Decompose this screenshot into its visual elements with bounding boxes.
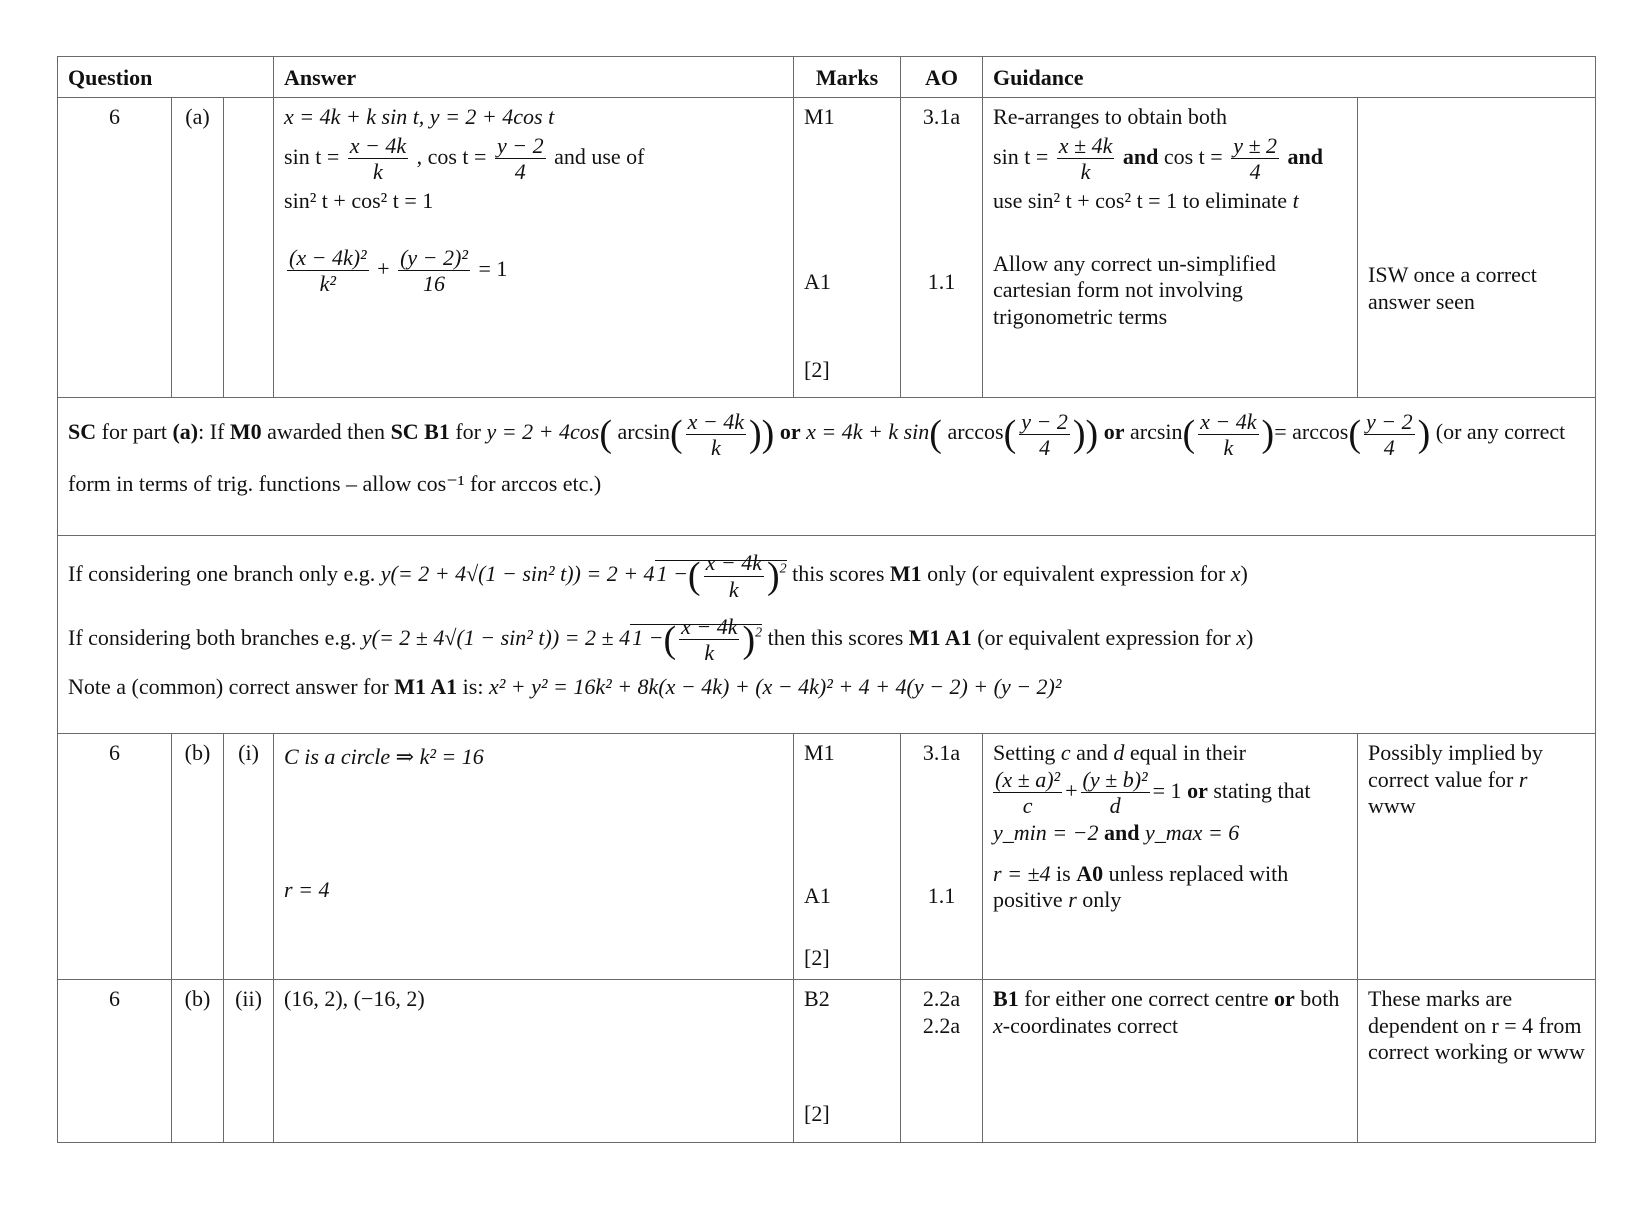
ao-value-2: 1.1 [927,882,956,908]
header-marks: Marks [794,57,901,98]
mark-a1: A1 [804,882,831,908]
ao-value-2: 1.1 [927,268,956,294]
fraction-sin: $\frac{x - 4k}{k}$ [349,132,407,185]
guidance-identity: use sin² t + cos² t = 1 to eliminate t [993,188,1299,214]
guidance-allow: Allow any correct un-simplified cartesian form not involving trigonometric terms [993,250,1276,329]
answer-line-rearrange [284,133,783,185]
guidance-general-form: $\frac{\text{(x ± a)²}}{c}$ + $\frac{\text{(y ± b)²}}{d}$ = 1 or stating that [995,766,1311,819]
answer-cell [274,980,794,1143]
sc-note-cell: SC for part (a): If M0 awarded then SC B1 for y = 2 + 4cos( arcsin( $\frac{x - 4k}{k}$ )) or x = 4k + k sin( arccos( $\frac{y - 2}{4}$ )) or arcsin( $\frac{x - 4k}{k}$ )= arccos( $\frac{y - 2}{4}$ ) (or any correct form in terms of trig. functions – allow cos⁻¹ for arccos etc.) [58,398,1596,536]
mark-total: [2] [804,1100,830,1126]
guidance-isw: ISW once a correct answer seen [1368,262,1537,314]
guidance-extra-cell: These marks are dependent on r = 4 from correct working or www [1358,980,1596,1143]
question-subpart [224,98,274,398]
marks-cell [794,734,901,980]
header-answer: Answer [274,57,794,98]
guidance-ymin-ymax: y_min = −2 and y_max = 6 [993,820,1240,846]
fraction-y: $\frac{\text{(y − 2)²}}{16}$ [400,244,468,297]
question-number: 6 [58,980,172,1143]
answer-r: r = 4 [284,876,330,902]
marks-cell [794,98,901,398]
mark-scheme-table [57,56,1596,1143]
question-subpart: (ii) [224,980,274,1143]
header-row [58,57,1596,98]
answer-line-param: x = 4k + k sin t, y = 2 + 4cos t [284,104,555,130]
ao-cell [901,980,983,1143]
answer-centres: (16, 2), (−16, 2) [284,986,425,1012]
answer-cartesian: $\frac{\text{(x − 4k)²}}{\text{k²}}$ + $\frac{\text{(y − 2)²}}{16}$ = 1 [289,244,508,297]
header-question: Question [58,57,274,98]
row-6a [58,98,1596,398]
mark-m1: M1 [804,740,835,766]
mark-m1: M1 [804,104,835,130]
cos-label: , cos t = [416,143,487,169]
row-6bii [58,980,1596,1143]
mark-a1: A1 [804,268,831,294]
mark-total: [2] [804,357,830,383]
guidance-extra-cell: Possibly implied by correct value for r www [1358,734,1596,980]
rhs-one: = 1 [478,255,508,281]
answer-identity: sin² t + cos² t = 1 [284,188,434,214]
fraction-x: $\frac{\text{(x − 4k)²}}{\text{k²}}$ [289,244,367,297]
guidance-setting: Setting c and d equal in their [993,740,1246,766]
row-6bi [58,734,1596,980]
branch-note-both: If considering both branches e.g. y(= 2 ± 4√(1 − sin² t)) = 2 ± 41 −( $\frac{x - 4k}{k}$ )$^2$ then this scores M1 A1 (or equivalent expression for x) [68,613,1254,666]
ao-value-2: 2.2a [922,1012,961,1038]
mark-b2: B2 [804,986,830,1012]
branch-note-common: Note a (common) correct answer for M1 A1 is: x² + y² = 16k² + 8k(x − 4k) + (x − 4k)² + 4 + 4(y − 2) + (y − 2)² [68,673,1062,699]
guidance-rearranges: Re-arranges to obtain both [993,104,1228,130]
guidance-cell [983,98,1358,398]
question-part: (b) [172,980,224,1143]
guidance-extra-cell [1358,98,1596,398]
ao-value-1: 3.1a [922,740,961,766]
ao-cell [901,98,983,398]
guidance-r-plusminus: r = ±4 is A0 unless replaced with positive r only [993,860,1289,913]
guidance-formulae: sin t = $\frac{x \pm 4k}{k}$ and cos t = $\frac{y \pm 2}{4}$ and [993,132,1324,185]
marks-cell [794,980,901,1143]
header-guidance: Guidance [983,57,1596,98]
mark-total: [2] [804,945,830,971]
question-number: 6 [58,734,172,980]
guidance-cell: B1 for either one correct centre or both x-coordinates correct [983,980,1358,1143]
row-sc-note [58,398,1596,536]
ao-value-1: 3.1a [922,104,961,130]
question-part: (a) [172,98,224,398]
answer-cell [274,734,794,980]
guidance-cell [983,734,1358,980]
question-number: 6 [58,98,172,398]
sin-label: sin t = [284,143,340,169]
row-branch-note [58,536,1596,734]
and-use-of: and use of [554,143,645,169]
header-ao: AO [901,57,983,98]
fraction-cos: $\frac{y - 2}{4}$ [496,132,544,185]
ao-value-1: 2.2a [922,986,961,1012]
question-part: (b) [172,734,224,980]
answer-cell [274,98,794,398]
branch-note-cell [58,536,1596,734]
branch-note-one: If considering one branch only e.g. y(= 2 + 4√(1 − sin² t)) = 2 + 41 −( $\frac{x - 4k}{k}$ )$^2$ this scores M1 only (or equivalent expression for x) [68,550,1248,602]
answer-circle: C is a circle ⇒ k² = 16 [284,744,484,770]
question-subpart: (i) [224,734,274,980]
ao-cell [901,734,983,980]
